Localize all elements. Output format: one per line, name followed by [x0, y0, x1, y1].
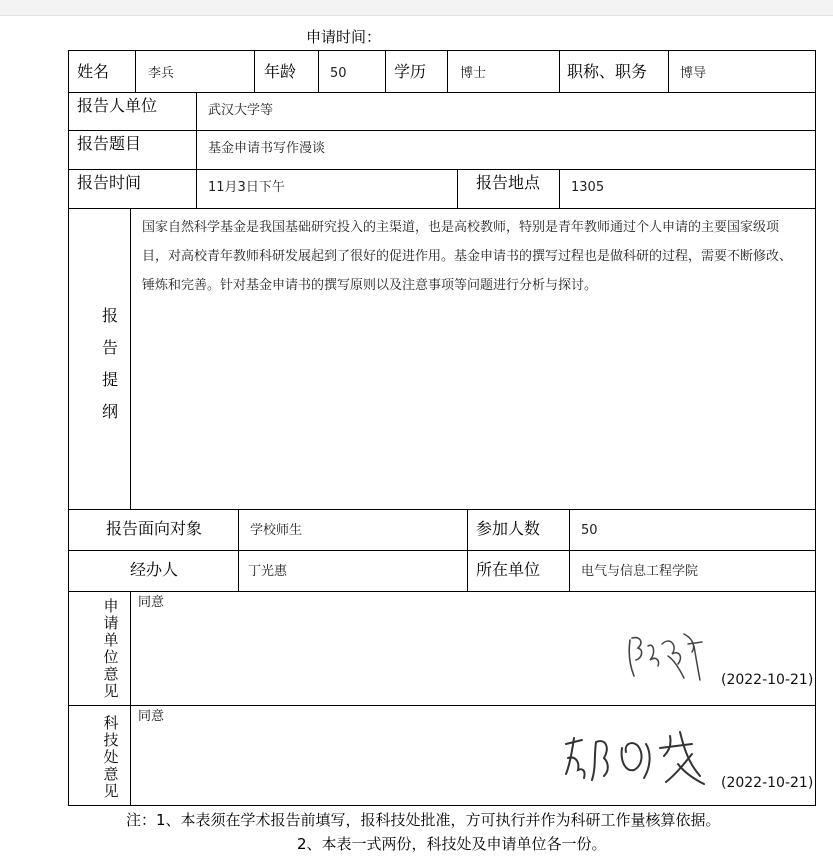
handler-label: 经办人 — [130, 560, 179, 579]
row-divider — [68, 550, 816, 551]
outline-label-char: 告 — [101, 338, 118, 357]
cell-divider — [467, 509, 468, 592]
applicant-opinion-char: 申 — [103, 597, 119, 615]
apply-time-label: 申请时间： — [306, 28, 382, 46]
office-opinion-label — [101, 715, 121, 800]
audience-value: 学校师生 — [250, 523, 303, 538]
note-line-2: 2、本表一式两份，科技处及申请单位各一份。 — [297, 835, 607, 853]
cell-divider — [130, 591, 131, 806]
cell-divider — [668, 50, 669, 93]
applicant-opinion-char: 请 — [103, 614, 119, 632]
cell-divider — [569, 509, 570, 592]
row-divider — [68, 169, 816, 170]
topic-label: 报告题目 — [77, 134, 142, 153]
department-label: 所在单位 — [476, 560, 541, 579]
office-signature — [560, 728, 720, 790]
applicant-opinion-char: 单 — [103, 631, 119, 649]
row-divider — [68, 591, 816, 592]
table-border-top — [68, 50, 816, 51]
applicant-opinion-text: 同意 — [138, 595, 165, 610]
education-value: 博士 — [460, 66, 487, 81]
name-value: 李兵 — [148, 66, 175, 81]
place-value: 1305 — [571, 180, 605, 195]
outline-label-char: 报 — [101, 306, 118, 325]
topic-value: 基金申请书写作漫谈 — [208, 141, 326, 156]
row-divider — [68, 705, 816, 706]
row-divider — [68, 130, 816, 131]
applicant-opinion-char: 意 — [103, 665, 119, 683]
cell-divider — [385, 50, 386, 93]
education-label: 学历 — [394, 62, 427, 81]
name-label: 姓名 — [77, 62, 110, 81]
cell-divider — [559, 50, 560, 93]
title-label: 职称、职务 — [567, 62, 648, 81]
cell-divider — [130, 208, 131, 510]
table-border-left — [68, 50, 69, 806]
row-divider — [68, 509, 816, 510]
cell-divider — [254, 50, 255, 93]
applicant-signature — [622, 626, 712, 684]
cell-divider — [318, 50, 319, 93]
office-opinion-char: 处 — [103, 748, 119, 766]
outline-label-char: 纲 — [101, 402, 118, 421]
cell-divider — [447, 50, 448, 93]
table-border-right — [815, 50, 816, 806]
table-border-bottom — [68, 805, 816, 806]
time-label: 报告时间 — [77, 173, 142, 192]
handler-value: 丁光惠 — [248, 564, 288, 579]
place-label: 报告地点 — [476, 173, 541, 192]
outline-text: 国家自然科学基金是我国基础研究投入的主渠道，也是高校教师，特别是青年教师通过个人申请的主要国家级项目，对高校青年教师科研发展起到了很好的促进作用。基金申请书的撰写过程也是做科研的过程，需要不断修改、锤炼和完善。针对基金申请书的撰写原则以及注意事项等问题进行分析与探讨。 — [142, 220, 793, 293]
attendee-count-value: 50 — [581, 523, 598, 538]
attendee-count-label: 参加人数 — [476, 519, 541, 538]
office-opinion-char: 科 — [103, 714, 119, 732]
office-opinion-char: 技 — [103, 731, 119, 749]
applicant-opinion-char: 见 — [103, 682, 119, 700]
age-label: 年龄 — [264, 62, 297, 81]
cell-divider — [135, 50, 136, 93]
applicant-opinion-date: (2022-10-21) — [721, 672, 814, 688]
row-divider — [68, 92, 816, 93]
office-opinion-text: 同意 — [138, 709, 165, 724]
office-opinion-char: 意 — [103, 765, 119, 783]
office-opinion-char: 见 — [103, 782, 119, 800]
cell-divider — [196, 92, 197, 209]
top-toolbar-strip — [0, 0, 833, 16]
outline-label — [100, 300, 120, 428]
audience-label: 报告面向对象 — [106, 519, 203, 538]
time-value: 11月3日下午 — [208, 180, 285, 195]
title-value: 博导 — [680, 66, 707, 81]
applicant-opinion-char: 位 — [103, 648, 119, 666]
note-line-1: 注：1、本表须在学术报告前填写，报科技处批准，方可执行并作为科研工作量核算依据。 — [126, 811, 721, 829]
outline-label-char: 提 — [101, 370, 118, 389]
unit-value: 武汉大学等 — [208, 103, 274, 118]
cell-divider — [559, 169, 560, 209]
row-divider — [68, 208, 816, 209]
department-value: 电气与信息工程学院 — [581, 564, 699, 579]
office-opinion-date: (2022-10-21) — [721, 775, 814, 791]
age-value: 50 — [330, 66, 347, 81]
cell-divider — [457, 169, 458, 209]
cell-divider — [238, 509, 239, 592]
unit-label: 报告人单位 — [77, 96, 158, 115]
applicant-opinion-label — [101, 598, 121, 700]
